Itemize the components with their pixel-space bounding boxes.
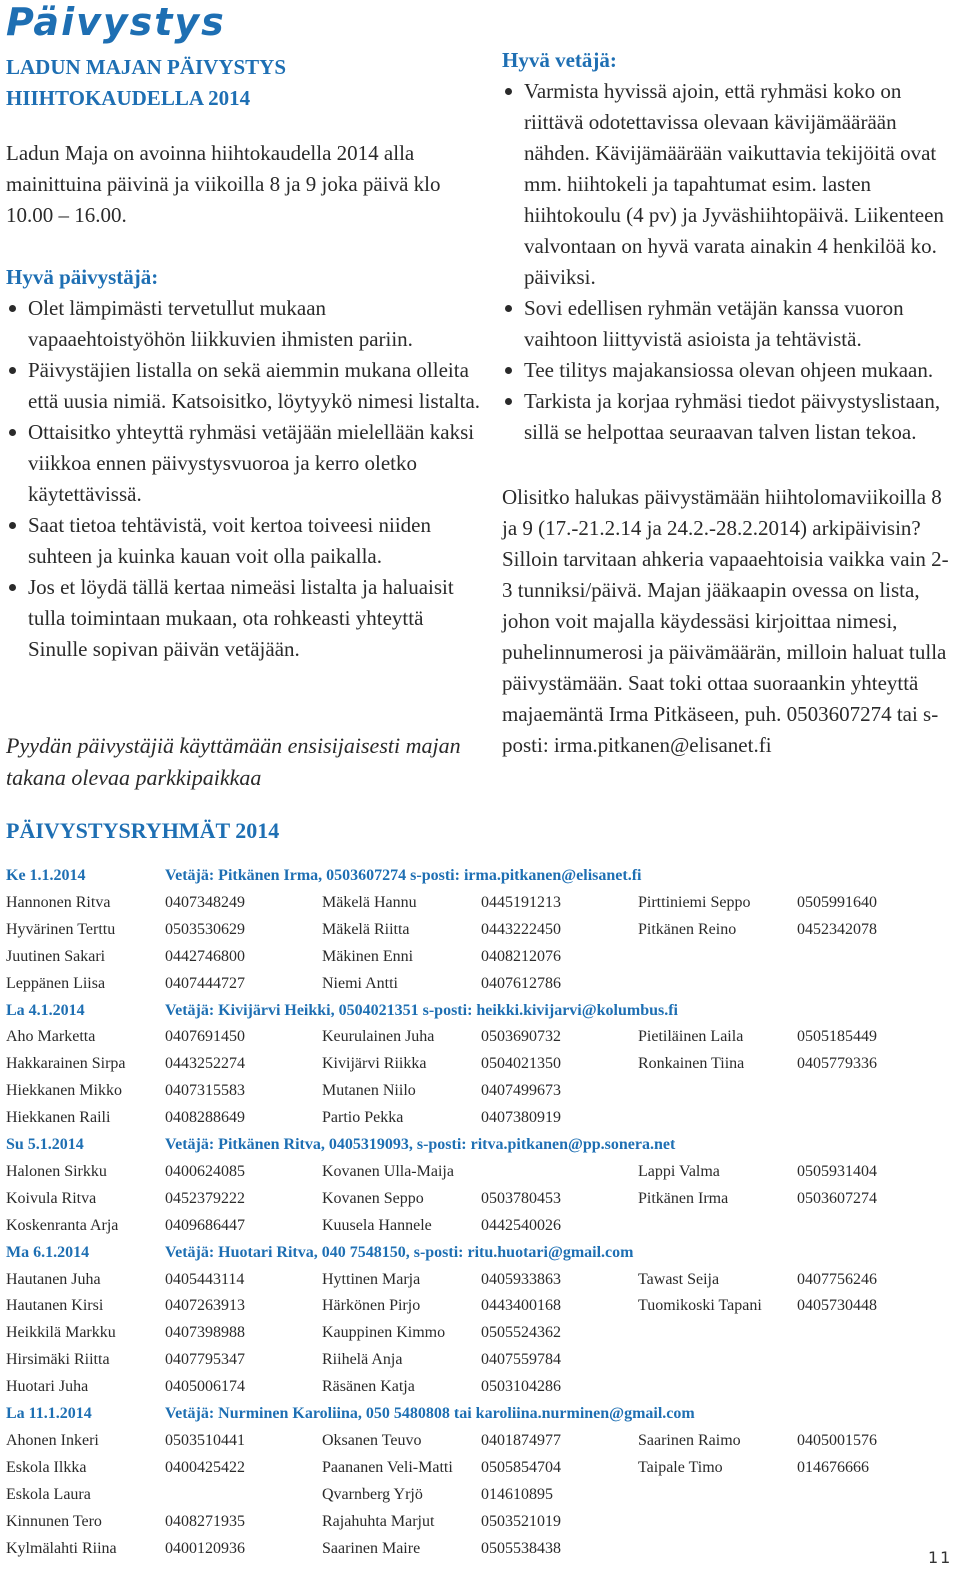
- member-name: Eskola Ilkka: [6, 1458, 87, 1476]
- host-heading: Hyvä päivystäjä:: [6, 265, 159, 289]
- member-phone: 0505538438: [481, 1539, 561, 1557]
- member-phone: 0400120936: [165, 1539, 245, 1557]
- member-name: Hiekkanen Mikko: [6, 1082, 122, 1100]
- intro-paragraph: Ladun Maja on avoinna hiihtokaudella 2014 alla mainittuina päivinä ja viikoilla 8 ja 9 joka päivä klo 10.00 – 16.00.: [6, 141, 441, 227]
- member-name: Kinnunen Tero: [6, 1512, 102, 1530]
- table-row: [0, 1351, 960, 1378]
- member-phone: 0505524362: [481, 1324, 561, 1342]
- group-header: [0, 1136, 960, 1163]
- member-phone: 0407398988: [165, 1324, 245, 1342]
- member-name: Juutinen Sakari: [6, 947, 106, 965]
- member-phone: 0400425422: [165, 1458, 245, 1476]
- page-number: 11: [928, 1548, 953, 1567]
- member-name: Saarinen Maire: [322, 1539, 421, 1557]
- member-name: Mäkelä Hannu: [322, 893, 417, 911]
- member-name: Koivula Ritva: [6, 1189, 97, 1207]
- member-name: Lappi Valma: [638, 1162, 720, 1180]
- leader-section: [502, 45, 957, 448]
- group-day: Ma 6.1.2014: [6, 1243, 90, 1261]
- member-phone: 0503607274: [797, 1189, 877, 1207]
- table-row: [0, 1432, 960, 1459]
- group-leader: Vetäjä: Nurminen Karoliina, 050 5480808 tai karoliina.nurminen@gmail.com: [165, 1405, 695, 1422]
- member-name: Paananen Veli-Matti: [322, 1458, 453, 1476]
- member-phone: 0405006174: [165, 1378, 245, 1396]
- group-header: [0, 1405, 960, 1432]
- table-row: [0, 1163, 960, 1190]
- member-name: Kovanen Ulla-Maija: [322, 1162, 454, 1180]
- member-phone: 0405933863: [481, 1270, 561, 1288]
- member-phone: 0408212076: [481, 947, 561, 965]
- member-phone: 0503690732: [481, 1028, 561, 1046]
- member-phone: 0503510441: [165, 1431, 245, 1449]
- group-leader: Vetäjä: Pitkänen Ritva, 0405319093, s-posti: ritva.pitkanen@pp.sonera.net: [165, 1136, 676, 1153]
- page-title: Päivystys: [6, 0, 226, 44]
- member-phone: 0443400168: [481, 1297, 561, 1315]
- subtitle-line: LADUN MAJAN PÄIVYSTYS: [6, 55, 287, 79]
- table-row: [0, 1297, 960, 1324]
- table-row: [0, 921, 960, 948]
- member-name: Mäkinen Enni: [322, 947, 414, 965]
- subtitle-line: HIIHTOKAUDELLA 2014: [6, 86, 251, 110]
- host-section: [6, 262, 481, 665]
- member-name: Pitkänen Reino: [638, 920, 737, 938]
- member-name: Pietiläinen Laila: [638, 1028, 744, 1046]
- table-row: [0, 1055, 960, 1082]
- member-name: Pitkänen Irma: [638, 1189, 729, 1207]
- table-row: [0, 948, 960, 975]
- bullet-item: Varmista hyvissä ajoin, että ryhmäsi koko on riittävä odotettavissa olevaan kävijämäärään nähden. Kävijämäärään vaikuttavia tekijöitä ovat mm. hiihtokeli ja tapahtumat esim. lasten hiihtokoulu (4 pv) ja Jyväshiihtopäivä. Liikenteen valvontaan on hyvä varata ainakin 4 henkilöä ko. päiviksi.: [502, 76, 957, 293]
- member-phone: 0505854704: [481, 1458, 561, 1476]
- member-name: Niemi Antti: [322, 974, 398, 992]
- member-phone: 0401874977: [481, 1431, 561, 1449]
- group-header: [0, 1244, 960, 1271]
- member-phone: 0443252274: [165, 1055, 245, 1073]
- member-name: Halonen Sirkku: [6, 1162, 107, 1180]
- groups-title: PÄIVYSTYSRYHMÄT 2014: [6, 818, 280, 843]
- member-phone: 0503104286: [481, 1378, 561, 1396]
- member-name: Kuusela Hannele: [322, 1216, 432, 1234]
- member-phone: 0505931404: [797, 1162, 877, 1180]
- member-name: Mäkelä Riitta: [322, 920, 410, 938]
- member-name: Hyttinen Marja: [322, 1270, 421, 1288]
- member-phone: 0407380919: [481, 1109, 561, 1127]
- member-phone: 0407348249: [165, 893, 245, 911]
- bullet-item: Tee tilitys majakansiossa olevan ohjeen mukaan.: [502, 355, 957, 386]
- bullet-item: Jos et löydä tällä kertaa nimeäsi listalta ja haluaisit tulla toimintaan mukaan, ota rohkeasti yhteyttä Sinulle sopivan päivän vetäjään.: [6, 572, 481, 665]
- bullet-item: Olet lämpimästi tervetullut mukaan vapaaehtoistyöhön liikkuvien ihmisten pariin.: [6, 293, 481, 355]
- member-phone: 0503530629: [165, 920, 245, 938]
- table-row: [0, 1082, 960, 1109]
- group-header: [0, 867, 960, 894]
- bullet-item: Saat tietoa tehtävistä, voit kertoa toiveesi niiden suhteen ja kuinka kauan voit olla paikalla.: [6, 510, 481, 572]
- table-row: [0, 1459, 960, 1486]
- member-name: Räsänen Katja: [322, 1378, 415, 1396]
- bullet-item: Päivystäjien listalla on sekä aiemmin mukana olleita että uusia nimiä. Katsoisitko, löytyykö nimesi listalta.: [6, 355, 481, 417]
- member-phone: 0443222450: [481, 920, 561, 938]
- table-row: [0, 1109, 960, 1136]
- table-row: [0, 1028, 960, 1055]
- bullet-item: Tarkista ja korjaa ryhmäsi tiedot päivystyslistaan, sillä se helpottaa seuraavan talven listan tekoa.: [502, 386, 957, 448]
- member-name: Härkönen Pirjo: [322, 1297, 421, 1315]
- member-phone: 0407263913: [165, 1297, 245, 1315]
- member-phone: 0503780453: [481, 1189, 561, 1207]
- member-name: Saarinen Raimo: [638, 1431, 741, 1449]
- member-name: Partio Pekka: [322, 1109, 404, 1127]
- member-name: Hyvärinen Terttu: [6, 920, 116, 938]
- member-phone: 0407499673: [481, 1082, 561, 1100]
- member-name: Hiekkanen Raili: [6, 1109, 111, 1127]
- member-phone: 0407756246: [797, 1270, 877, 1288]
- member-name: Kovanen Seppo: [322, 1189, 424, 1207]
- member-phone: 0405001576: [797, 1431, 877, 1449]
- member-phone: 0505185449: [797, 1028, 877, 1046]
- member-phone: 014610895: [481, 1485, 553, 1503]
- member-name: Aho Marketta: [6, 1028, 96, 1046]
- member-name: Kauppinen Kimmo: [322, 1324, 446, 1342]
- member-phone: 0408288649: [165, 1109, 245, 1127]
- member-name: Heikkilä Markku: [6, 1324, 116, 1342]
- member-name: Hautanen Kirsi: [6, 1297, 104, 1315]
- table-row: [0, 894, 960, 921]
- table-row: [0, 1486, 960, 1513]
- table-row: [0, 1217, 960, 1244]
- host-bullets: [6, 293, 481, 665]
- volunteer-offer: Olisitko halukas päivystämään hiihtolomaviikoilla 8 ja 9 (17.-21.2.14 ja 24.2.-28.2.2014) arkipäivisin? Silloin tarvitaan ahkeria vapaaehtoisia vaikka vain 2-3 tunniksi/päivä. Majan jääkaapin ovessa on lista, johon voit majalla käydessäsi kirjoittaa nimesi, puhelinnumerosi ja päivämäärän, milloin haluat tulla päivystämään. Saat toki ottaa suoraankin yhteyttä majaemäntä Irma Pitkäseen, puh. 0503607274 tai s-posti: irma.pitkanen@elisanet.fi: [502, 485, 949, 757]
- member-name: Ahonen Inkeri: [6, 1431, 99, 1449]
- subtitle: [6, 52, 476, 114]
- group-day: Ke 1.1.2014: [6, 867, 86, 884]
- member-phone: 0452342078: [797, 920, 877, 938]
- member-name: Riihelä Anja: [322, 1351, 403, 1369]
- table-row: [0, 1324, 960, 1351]
- member-phone: 0503521019: [481, 1512, 561, 1530]
- member-name: Oksanen Teuvo: [322, 1431, 422, 1449]
- member-phone: 0505991640: [797, 893, 877, 911]
- member-name: Koskenranta Arja: [6, 1216, 119, 1234]
- member-phone: 0407559784: [481, 1351, 561, 1369]
- member-phone: 0405779336: [797, 1055, 877, 1073]
- member-name: Huotari Juha: [6, 1378, 89, 1396]
- member-phone: 0452379222: [165, 1189, 245, 1207]
- member-phone: 0407691450: [165, 1028, 245, 1046]
- member-phone: 0409686447: [165, 1216, 245, 1234]
- member-name: Hirsimäki Riitta: [6, 1351, 110, 1369]
- table-row: [0, 975, 960, 1002]
- member-phone: 0504021350: [481, 1055, 561, 1073]
- member-name: Pirttiniemi Seppo: [638, 893, 751, 911]
- member-phone: 0407444727: [165, 974, 245, 992]
- member-phone: 0407795347: [165, 1351, 245, 1369]
- table-row: [0, 1190, 960, 1217]
- member-name: Ronkainen Tiina: [638, 1055, 745, 1073]
- group-leader: Vetäjä: Pitkänen Irma, 0503607274 s-posti: irma.pitkanen@elisanet.fi: [165, 867, 642, 884]
- member-name: Rajahuhta Marjut: [322, 1512, 435, 1530]
- member-name: Eskola Laura: [6, 1485, 91, 1503]
- member-phone: 0405730448: [797, 1297, 877, 1315]
- table-row: [0, 1378, 960, 1405]
- leader-heading: Hyvä vetäjä:: [502, 48, 617, 72]
- table-row: [0, 1540, 960, 1567]
- member-phone: 0405443114: [165, 1270, 245, 1288]
- member-name: Kivijärvi Riikka: [322, 1055, 427, 1073]
- member-name: Hakkarainen Sirpa: [6, 1055, 126, 1073]
- member-phone: 014676666: [797, 1458, 869, 1476]
- member-name: Hannonen Ritva: [6, 893, 111, 911]
- member-name: Kylmälahti Riina: [6, 1539, 117, 1557]
- member-name: Tuomikoski Tapani: [638, 1297, 762, 1315]
- member-phone: 0400624085: [165, 1162, 245, 1180]
- group-day: Su 5.1.2014: [6, 1136, 84, 1153]
- group-day: La 4.1.2014: [6, 1001, 85, 1019]
- member-phone: 0407612786: [481, 974, 561, 992]
- bullet-item: Sovi edellisen ryhmän vetäjän kanssa vuoron vaihtoon liittyvistä asioista ja tehtävistä.: [502, 293, 957, 355]
- parking-note: Pyydän päivystäjiä käyttämään ensisijaisesti majan takana olevaa parkkipaikkaa: [6, 733, 461, 790]
- member-phone: 0442540026: [481, 1216, 561, 1234]
- leader-bullets: [502, 76, 957, 448]
- member-name: Keurulainen Juha: [322, 1028, 435, 1046]
- table-row: [0, 1271, 960, 1298]
- member-name: Hautanen Juha: [6, 1270, 101, 1288]
- group-day: La 11.1.2014: [6, 1405, 92, 1422]
- group-leader: Vetäjä: Huotari Ritva, 040 7548150, s-posti: ritu.huotari@gmail.com: [165, 1243, 634, 1261]
- member-name: Mutanen Niilo: [322, 1082, 416, 1100]
- table-row: [0, 1513, 960, 1540]
- member-name: Leppänen Liisa: [6, 974, 106, 992]
- bullet-item: Ottaisitko yhteyttä ryhmäsi vetäjään mielellään kaksi viikkoa ennen päivystysvuoroa ja kerro oletko käytettävissä.: [6, 417, 481, 510]
- member-name: Tawast Seija: [638, 1270, 720, 1288]
- group-header: [0, 1002, 960, 1029]
- group-leader: Vetäjä: Kivijärvi Heikki, 0504021351 s-posti: heikki.kivijarvi@kolumbus.fi: [165, 1001, 678, 1019]
- member-phone: 0442746800: [165, 947, 245, 965]
- member-phone: 0407315583: [165, 1082, 245, 1100]
- member-name: Qvarnberg Yrjö: [322, 1485, 423, 1503]
- member-phone: 0445191213: [481, 893, 561, 911]
- member-name: Taipale Timo: [638, 1458, 723, 1476]
- member-phone: 0408271935: [165, 1512, 245, 1530]
